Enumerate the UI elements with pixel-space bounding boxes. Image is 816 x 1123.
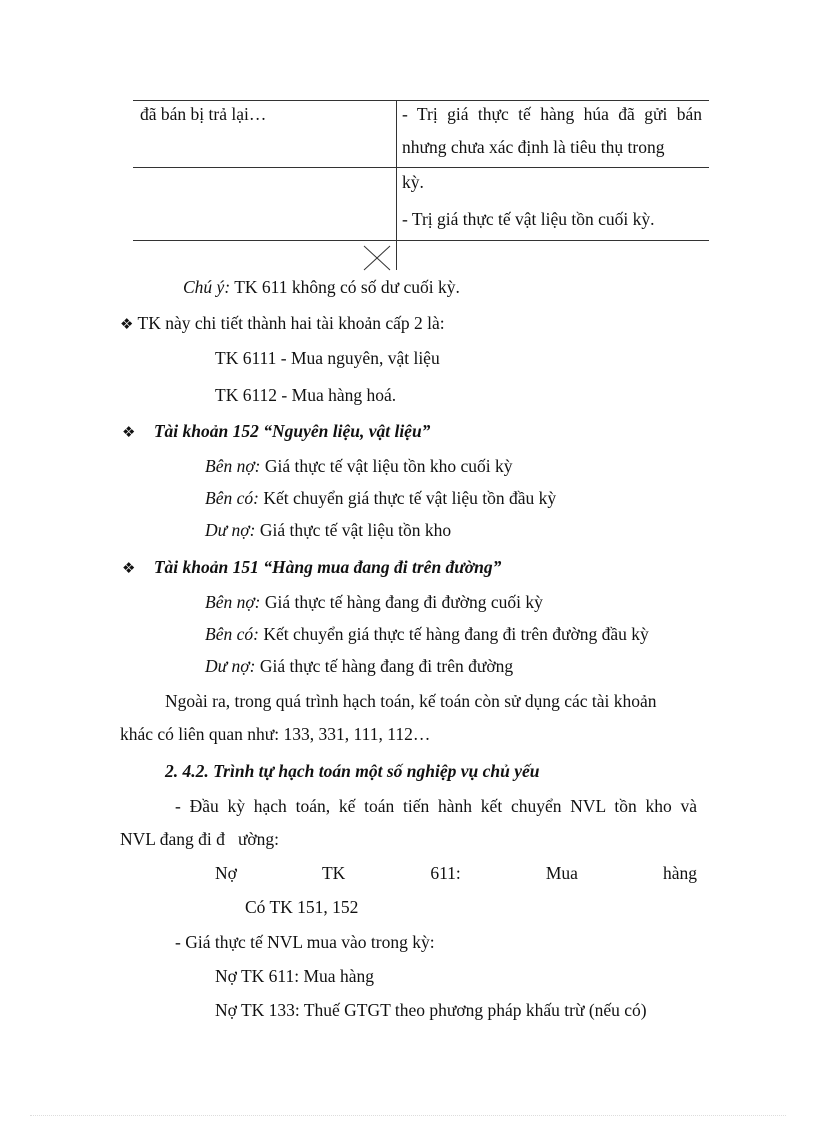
account-152-heading <box>122 421 430 442</box>
table-left-cell: đã bán bị trả lại… <box>140 104 267 124</box>
diamond-bullet-icon: ❖ <box>122 559 136 577</box>
account-151-debit <box>205 592 543 613</box>
debit-text: Giá thực tế hàng đang đi đường cuối kỳ <box>260 592 543 612</box>
account-152-debit <box>205 456 513 477</box>
entry-word: 611: <box>430 863 461 883</box>
account-151-heading <box>122 557 501 578</box>
sub-account-6111: TK 6111 - Mua nguyên, vật liệu <box>215 348 440 368</box>
table-cross-mark <box>362 244 392 272</box>
account-151-balance <box>205 656 513 677</box>
table-right-line-1: - Trị giá thực tế hàng húa đã gửi bán <box>402 104 702 124</box>
other-accounts-line-1: Ngoài ra, trong quá trình hạch toán, kế toán còn sử dụng các tài khoản <box>165 691 657 711</box>
other-accounts-line-2: khác có liên quan như: 133, 331, 111, 112… <box>120 724 431 744</box>
account-151-title: Tài khoản 151 “Hàng mua đang đi trên đường” <box>153 557 502 577</box>
table-right-line-4: - Trị giá thực tế vật liệu tồn cuối kỳ. <box>402 209 655 229</box>
debit-text: Giá thực tế vật liệu tồn kho cuối kỳ <box>260 456 513 476</box>
account-151-credit <box>205 624 649 645</box>
credit-text: Kết chuyển giá thực tế vật liệu tồn đầu kỳ <box>258 488 557 508</box>
sub-account-6112: TK 6112 - Mua hàng hoá. <box>215 385 397 405</box>
note-label: Chú ý: <box>183 277 231 297</box>
table-right-line-2: nhưng chưa xác định là tiêu thụ trong <box>402 137 665 157</box>
procedure-line-2: NVL đang đi đ ường: <box>120 829 280 849</box>
balance-text: Giá thực tế vật liệu tồn kho <box>255 520 452 540</box>
debit-label: Bên nợ: <box>205 456 261 476</box>
journal-entry-1-debit <box>215 863 697 884</box>
detail-text: TK này chi tiết thành hai tài khoản cấp 2 là: <box>137 313 445 333</box>
table-middle-border <box>133 167 709 168</box>
table-right-line-3: kỳ. <box>402 172 424 192</box>
page-bottom-rule <box>30 1115 786 1117</box>
entry-word: Nợ <box>215 863 237 883</box>
journal-entry-1-credit: Có TK 151, 152 <box>245 897 359 917</box>
balance-text: Giá thực tế hàng đang đi trên đường <box>255 656 514 676</box>
credit-label: Bên có: <box>205 624 259 644</box>
procedure-line-1: - Đầu kỳ hạch toán, kế toán tiến hành kết chuyển NVL tồn kho và <box>175 796 697 816</box>
procedure-line-3: - Giá thực tế NVL mua vào trong kỳ: <box>175 932 435 952</box>
entry-word: Mua <box>545 863 578 883</box>
credit-label: Bên có: <box>205 488 259 508</box>
diamond-bullet-icon: ❖ <box>120 315 134 333</box>
journal-entry-2-debit-2: Nợ TK 133: Thuế GTGT theo phương pháp khấu trừ (nếu có) <box>215 1000 647 1020</box>
detail-line <box>120 313 445 334</box>
credit-text: Kết chuyển giá thực tế hàng đang đi trên đường đầu kỳ <box>258 624 649 644</box>
section-heading: 2. 4.2. Trình tự hạch toán một số nghiệp vụ chủ yếu <box>165 761 540 781</box>
journal-entry-2-debit-1: Nợ TK 611: Mua hàng <box>215 966 374 986</box>
table-top-border <box>133 100 709 101</box>
entry-word: TK <box>321 863 346 883</box>
account-152-credit <box>205 488 556 509</box>
diamond-bullet-icon: ❖ <box>122 423 136 441</box>
table-bottom-border <box>133 240 709 241</box>
balance-label: Dư nợ: <box>205 656 256 676</box>
account-152-title: Tài khoản 152 “Nguyên liệu, vật liệu” <box>153 421 431 441</box>
table-column-divider <box>396 100 397 270</box>
balance-label: Dư nợ: <box>205 520 256 540</box>
account-152-balance <box>205 520 451 541</box>
note-line <box>183 277 460 298</box>
entry-word: hàng <box>662 863 697 883</box>
debit-label: Bên nợ: <box>205 592 261 612</box>
note-text: TK 611 không có số dư cuối kỳ. <box>230 277 460 297</box>
